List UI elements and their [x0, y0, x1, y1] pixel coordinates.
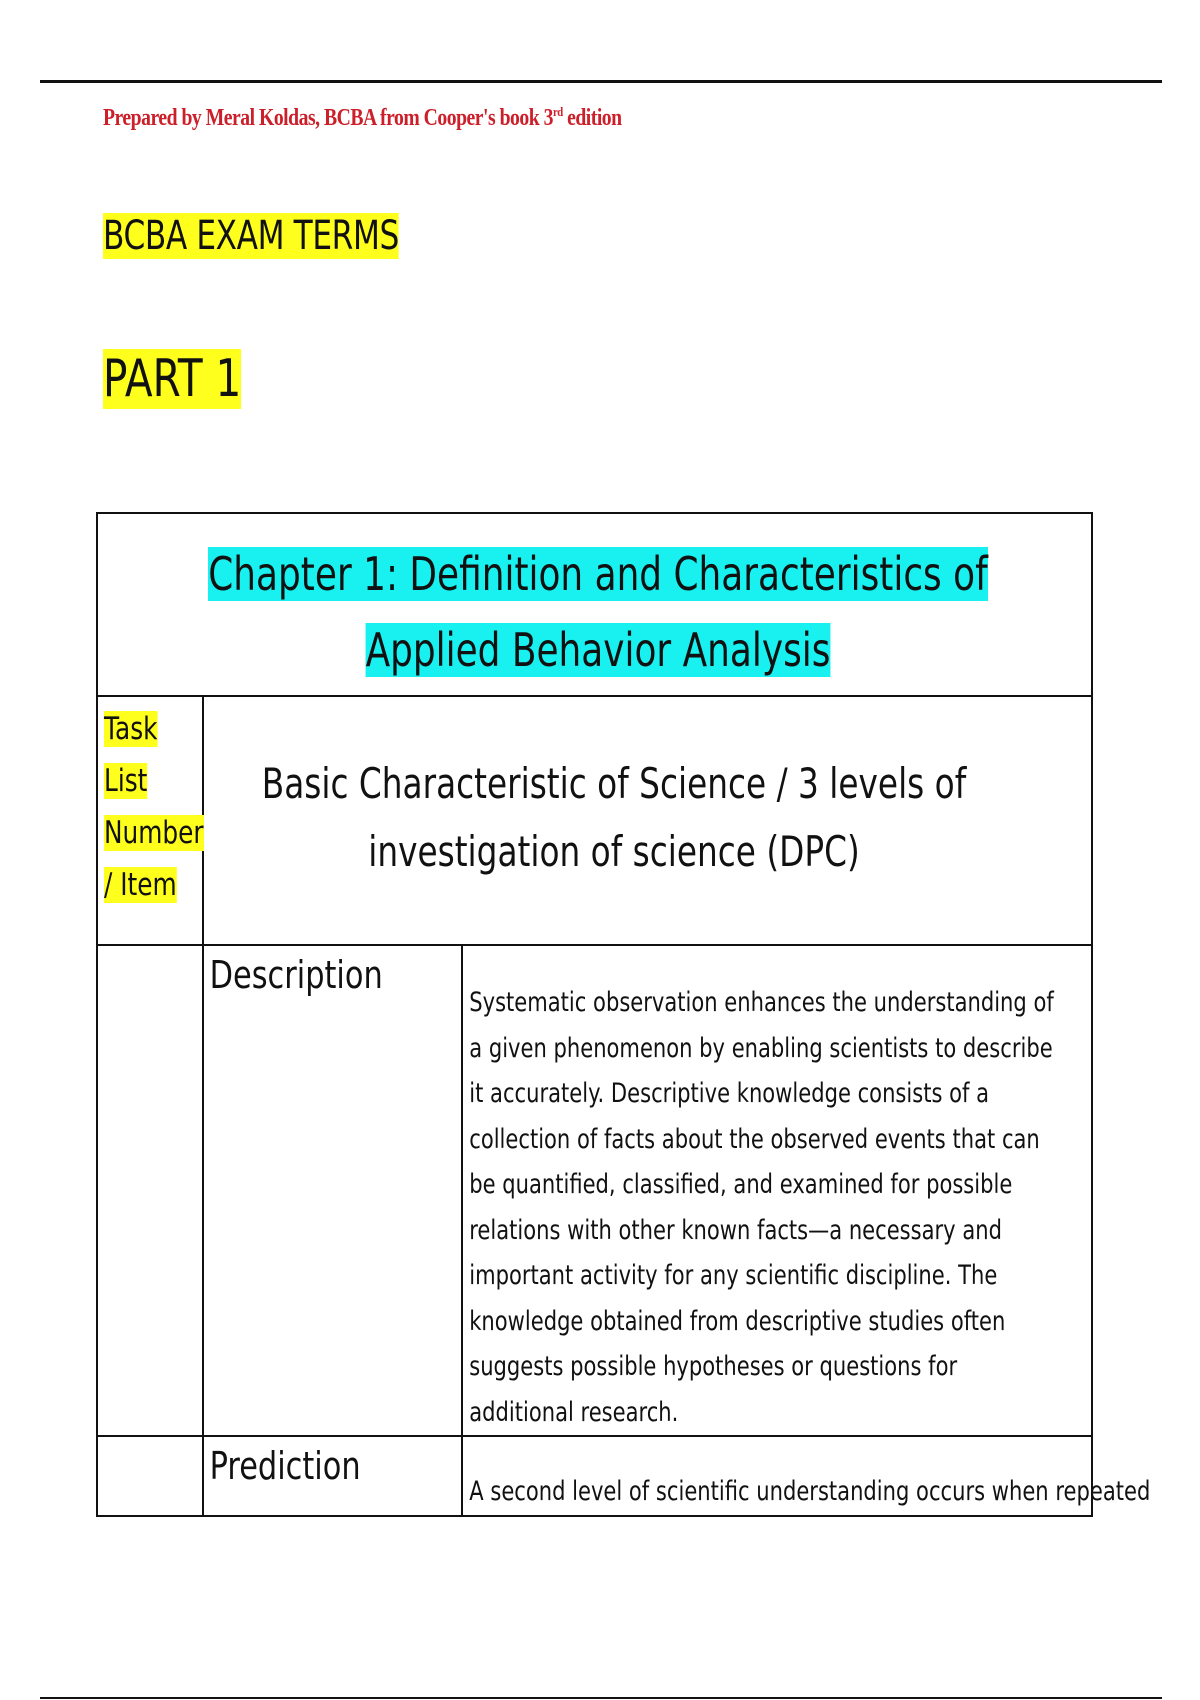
task-list-label-text: Task List Number / Item — [104, 711, 204, 903]
prepared-by-ordinal: rd — [552, 104, 563, 119]
term-cell — [203, 945, 462, 1436]
chapter-title — [177, 536, 1019, 688]
chapter-cell — [97, 513, 1092, 696]
definition-text: Systematic observation enhances the understanding of a given phenomenon by enabling scientists to describe it accurately. Descriptive knowledge consists of a collection of facts about the observed events that can be quantified, classified, and examined for possible relations with other known facts—a necessary and important activity for any scientific discipline. The knowledge obtained from descriptive studies often suggests possible hypotheses or questions for additional research. — [469, 987, 1054, 1428]
top-rule — [40, 80, 1162, 83]
chapter-row — [97, 513, 1092, 696]
heading-row — [97, 696, 1092, 945]
definition-cell — [462, 1436, 1151, 1516]
definition-text: A second level of scientific understanding occurs when repeated — [469, 1476, 1151, 1507]
part-heading — [103, 345, 241, 413]
task-list-cell — [97, 696, 203, 945]
prepared-by-line — [103, 104, 622, 132]
table-row — [97, 1436, 1092, 1516]
topic-heading-cell — [203, 696, 1092, 945]
term-label: Prediction — [209, 1444, 361, 1488]
bottom-rule — [40, 1697, 1162, 1699]
prepared-by-text: Prepared by Meral Koldas, BCBA from Cooper's book 3 — [103, 105, 553, 131]
chapter-title-text: Chapter 1: Definition and Characteristics of Applied Behavior Analysis — [208, 546, 988, 677]
task-list-label — [104, 703, 204, 911]
task-number-cell — [97, 1436, 203, 1516]
prepared-by-tail: edition — [562, 105, 622, 131]
term-cell — [203, 1436, 462, 1516]
terms-table — [96, 512, 1151, 1517]
task-number-cell — [97, 945, 203, 1436]
term-label: Description — [209, 953, 383, 997]
topic-heading: Basic Characteristic of Science / 3 levels of investigation of science (DPC) — [261, 758, 967, 876]
table-row — [97, 945, 1092, 1436]
definition-cell — [462, 945, 1092, 1436]
document-title-text: BCBA EXAM TERMS — [103, 213, 399, 259]
document-title — [103, 208, 399, 264]
part-heading-text: PART 1 — [103, 349, 242, 409]
